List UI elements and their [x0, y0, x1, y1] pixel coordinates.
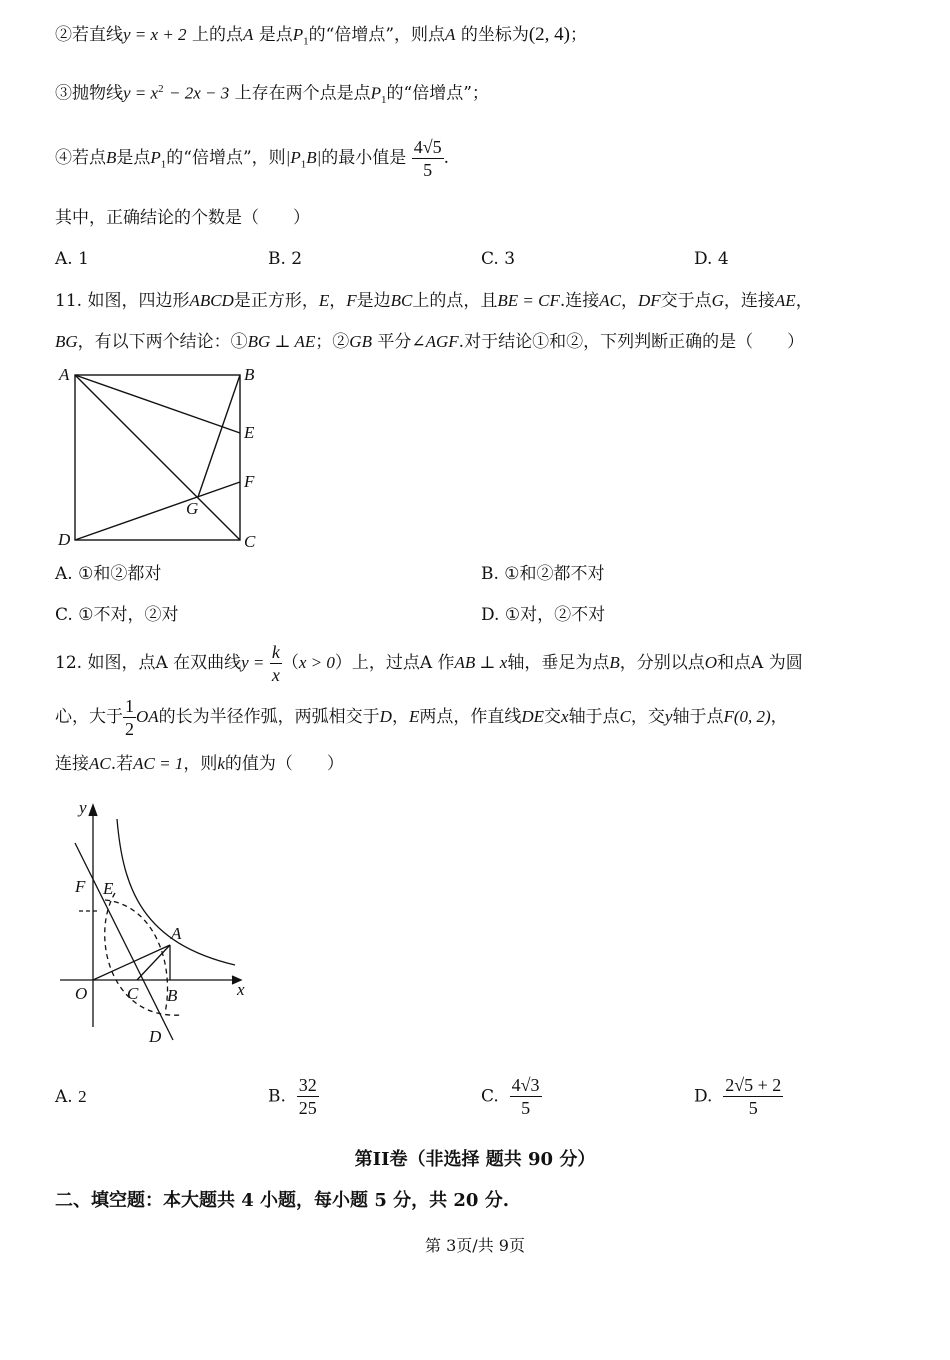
q11-stem-line-2: BG，有以下两个结论：①BG ⊥ AE；②GB 平分∠AGF.对于结论①和②，下列判断正确的是（ ）: [55, 332, 805, 352]
q12-k-over-x: $\frac{k}{x}$: [271, 642, 280, 685]
segment-ac: [75, 375, 240, 540]
section-2-title: 第II卷（非选择 题共 90 分）: [354, 1149, 596, 1170]
hyperbola-curve: [117, 819, 235, 965]
q10-item-2: ②若直线y = x + 2 上的点A 是点$P_1$的“倍增点”，则点A 的坐标为(2, 4)；: [55, 24, 587, 48]
q10-item-3: ③抛物线$y = x^2 - 2x - 3$ 上存在两个点是点$P_1$的“倍增点”；: [55, 83, 489, 107]
q10-prompt: 其中，正确结论的个数是（ ）: [55, 208, 310, 228]
label-f: F: [244, 472, 255, 491]
fill-in-section-heading: 二、填空题：本大题共 4 小题，每小题 5 分，共 20 分.: [55, 1190, 509, 1211]
q11-stem-line-1: 11. 如图，四边形ABCD是正方形，E，F是边BC上的点，且BE = CF.连接AC，DF交于点G，连接AE，: [55, 291, 813, 311]
q10-option-b: B. 2: [268, 249, 303, 269]
label-d: D: [149, 1027, 162, 1046]
label-o: O: [75, 984, 88, 1003]
segment-df: [75, 482, 240, 540]
q10-option-d: D. 4: [694, 249, 729, 269]
q11-option-a: A. ①和②都对: [55, 564, 162, 584]
label-a: A: [171, 924, 182, 943]
line-de: [75, 843, 173, 1040]
label-c: C: [127, 984, 139, 1003]
page-footer: 第 3页/共 9页: [425, 1236, 525, 1255]
q12-stem-line-3: 连接AC.若AC = 1，则k的值为（ ）: [55, 754, 344, 774]
q10-min-fraction: $\frac{4√5}{5}$: [413, 137, 442, 180]
q12-hyperbola-figure: [55, 795, 265, 1050]
q10-option-a: A. 1: [55, 249, 89, 269]
q12-option-a: A. 2: [55, 1087, 87, 1107]
q11-square-figure: [50, 362, 270, 552]
segment-oa: [93, 945, 170, 980]
label-g: G: [186, 499, 199, 518]
label-b: B: [244, 365, 255, 384]
q10-item-4: ④若点B是点$P_1$的“倍增点”，则$|P_1B|$的最小值是 $\frac{4√5}{5}$ .: [55, 137, 449, 180]
label-y: y: [79, 798, 87, 817]
label-d: D: [58, 530, 71, 549]
q11-option-b: B. ①和②都不对: [481, 564, 605, 584]
q11-option-c: C. ①不对，②对: [55, 605, 179, 625]
label-b: B: [167, 986, 178, 1005]
label-e: E: [103, 879, 114, 898]
label-x: x: [237, 980, 245, 999]
label-f: F: [75, 877, 86, 896]
label-c: C: [244, 532, 256, 551]
label-e: E: [244, 423, 255, 442]
label-a: A: [59, 365, 70, 384]
q12-stem-line-2: 心，大于 $\frac{1}{2}$ OA的长为半径作弧，两弧相交于D，E两点，作直线DE交x轴于点C，交y轴于点F(0, 2)，: [55, 696, 788, 739]
q10-option-c: C. 3: [481, 249, 516, 269]
q12-stem-line-1: 12. 如图，点A 在双曲线y = $\frac{k}{x}$ （x > 0）上，过点A 作AB ⊥ x轴，垂足为点B，分别以点O和点A 为圆: [55, 642, 803, 685]
segment-bg: [198, 375, 240, 497]
q12-option-c: C. $\frac{4√3}{5}$: [481, 1075, 540, 1118]
q12-option-b: B. $\frac{32}{25}$: [268, 1075, 317, 1118]
q12-option-d: D. $\frac{2√5 + 2}{5}$: [694, 1075, 782, 1118]
y-axis-arrow: [89, 805, 97, 816]
segment-ae: [75, 375, 240, 433]
q12-one-half: $\frac{1}{2}$: [125, 696, 134, 739]
q11-option-d: D. ①对，②不对: [481, 605, 606, 625]
